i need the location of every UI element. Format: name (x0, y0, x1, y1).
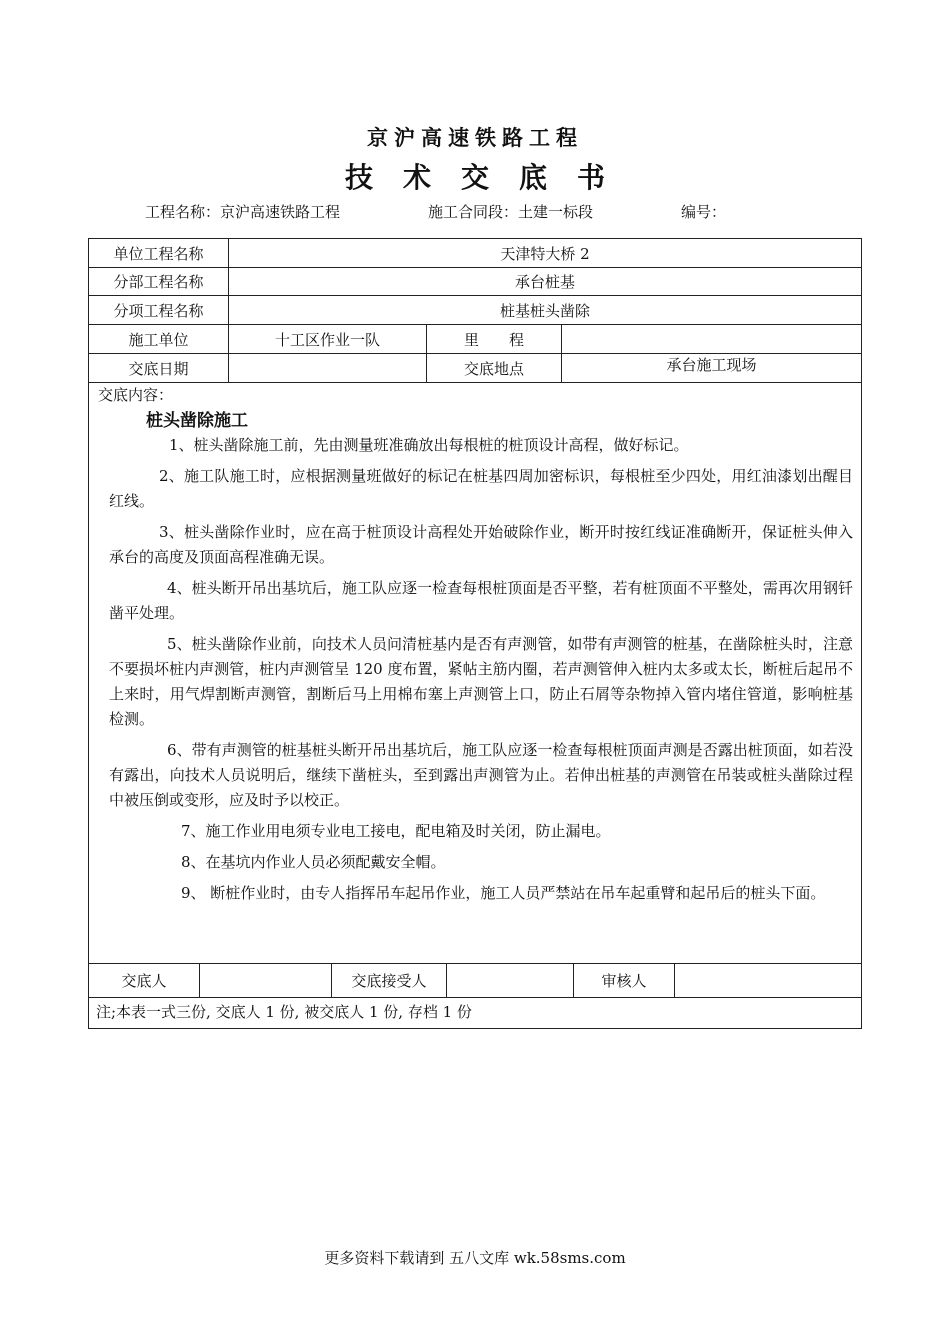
disclosure-table (88, 238, 862, 1029)
content-paragraphs (109, 433, 853, 912)
mileage-value (561, 325, 861, 353)
row-construction-unit (89, 325, 861, 354)
disclosure-content (89, 382, 861, 964)
content-heading: 桩头凿除施工 (146, 411, 248, 431)
reviewer-label: 审核人 (573, 964, 674, 997)
subitem-label: 分项工程名称 (113, 301, 204, 320)
location-value: 承台施工现场 (561, 354, 861, 382)
document-title: 京沪高速铁路工程 (367, 125, 583, 150)
row-subitem (89, 296, 861, 325)
receiver-value (446, 964, 573, 997)
table-note: 注;本表一式三份, 交底人 1 份, 被交底人 1 份, 存档 1 份 (96, 1003, 472, 1021)
row-signatures (89, 964, 861, 998)
paragraph-2: 2、施工队施工时，应根据测量班做好的标记在桩基四周加密标识，每根桩至少四处，用红油漆划出醒目红线。 (109, 467, 853, 510)
mileage-label: 里 程 (426, 325, 561, 353)
paragraph-3: 3、桩头凿除作业时，应在高于桩顶设计高程处开始破除作业，断开时按红线证准确断开，保证桩头伸入承台的高度及顶面高程准确无误。 (109, 523, 853, 566)
discloser-label: 交底人 (121, 972, 167, 990)
document-subtitle: 技术交底书 (344, 161, 635, 194)
subitem-value: 桩基桩头凿除 (228, 296, 861, 324)
paragraph-6: 6、带有声测管的桩基桩头断开吊出基坑后，施工队应逐一检查每根桩顶面声测是否露出桩顶面，如若没有露出，向技术人员说明后，继续下凿桩头，至到露出声测管为止。若伸出桩基的声测管在吊装或桩头凿除过程中被压倒或变形，应及时予以校正。 (109, 741, 853, 809)
receiver-label: 交底接受人 (331, 964, 446, 997)
construction-unit-label: 施工单位 (128, 330, 189, 349)
row-date (89, 354, 861, 382)
content-label: 交底内容： (98, 386, 174, 404)
paragraph-9: 9、 断桩作业时，由专人指挥吊车起吊作业，施工人员严禁站在吊车起重臂和起吊后的桩头下面。 (181, 884, 826, 902)
project-name: 工程名称：京沪高速铁路工程 (145, 203, 341, 221)
division-value: 承台桩基 (228, 268, 861, 295)
discloser-value (199, 964, 331, 997)
number-label: 编号： (681, 203, 727, 221)
footer-link[interactable]: 更多资料下载请到 五八文库 wk.58sms.com (324, 1249, 626, 1267)
date-label: 交底日期 (128, 359, 189, 378)
paragraph-5: 5、桩头凿除作业前，向技术人员问清桩基内是否有声测管，如带有声测管的桩基，在凿除桩头时，注意不要损坏桩内声测管，桩内声测管呈 120 度布置，紧帖主筋内圈，若声测管伸入桩内太多或太长，断桩后起吊不上来时，用气焊割断声测管，割断后马上用棉布塞上声测管上口，防止石屑等杂物掉入管内堵住管道，影响桩基检测。 (109, 635, 853, 728)
contract-section: 施工合同段：土建一标段 (428, 203, 594, 221)
unit-project-label: 单位工程名称 (113, 244, 204, 263)
paragraph-1: 1、桩头凿除施工前，先由测量班准确放出每根桩的桩顶设计高程，做好标记。 (169, 436, 689, 454)
construction-unit-value: 十工区作业一队 (228, 325, 426, 353)
reviewer-value (674, 964, 861, 997)
row-unit-project (89, 239, 861, 268)
paragraph-8: 8、在基坑内作业人员必须配戴安全帽。 (181, 853, 446, 871)
unit-project-value: 天津特大桥 2 (228, 239, 861, 267)
paragraph-4: 4、桩头断开吊出基坑后，施工队应逐一检查每根桩顶面是否平整，若有桩顶面不平整处，需再次用钢钎凿平处理。 (109, 579, 853, 622)
date-value (228, 354, 426, 382)
row-division (89, 268, 861, 296)
location-label: 交底地点 (426, 354, 561, 382)
paragraph-7: 7、施工作业用电须专业电工接电，配电箱及时关闭，防止漏电。 (181, 822, 611, 840)
division-label: 分部工程名称 (113, 273, 204, 291)
